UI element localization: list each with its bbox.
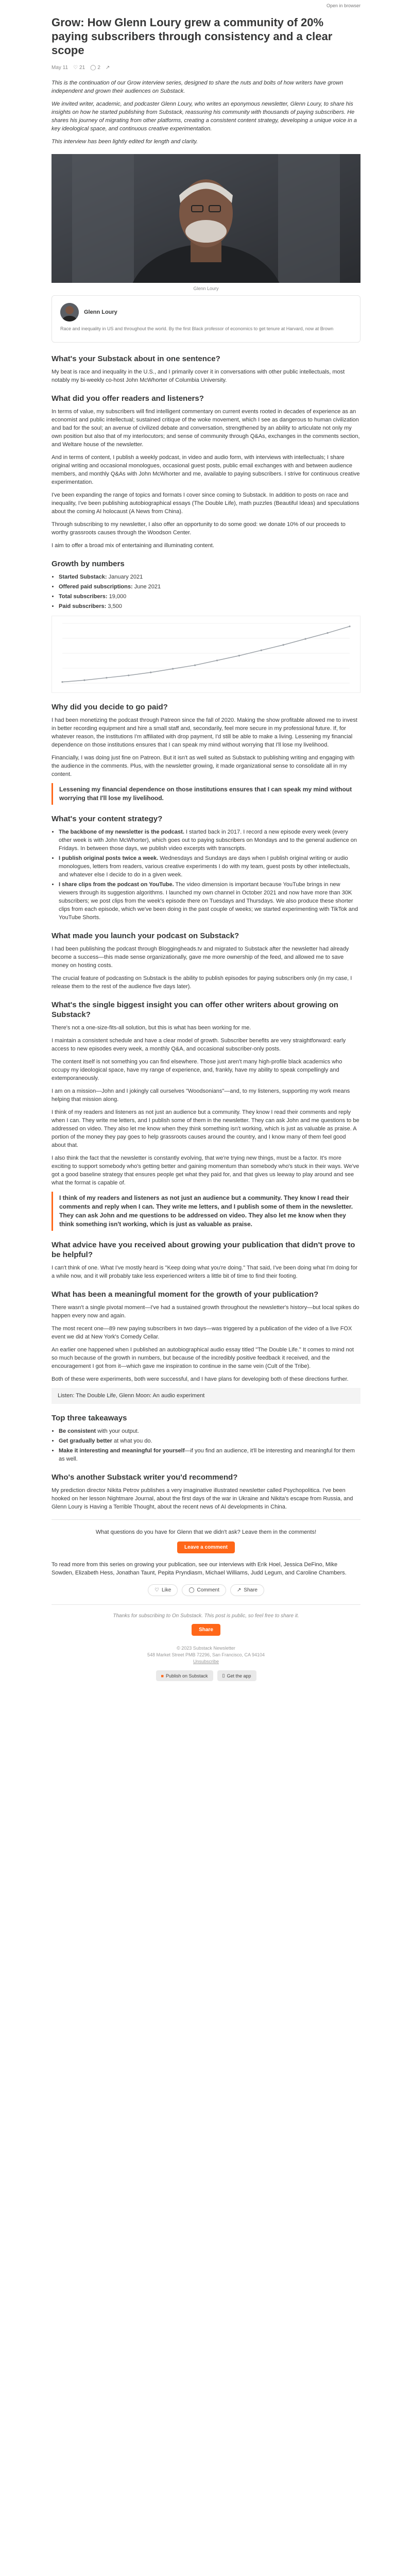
footer-thanks: Thanks for subscribing to On Substack. This post is public, so feel free to share it. xyxy=(113,1613,299,1619)
paragraph: The content itself is not something you can find elsewhere. Those just aren't many high-profile black academics who occupy my ideological space, have my range of experience, and, frankly, have my ability to speak compellingly and extemporaneously. xyxy=(52,1059,342,1081)
data-point xyxy=(238,655,240,656)
list-item: • Offered paid subscriptions: June 2021 xyxy=(59,583,360,591)
hero-caption: Glenn Loury xyxy=(193,286,219,291)
pull-quote-text: I think of my readers and listeners as not just an audience but a community. They know I read their comments and reply when I can. They write me letters, and I publish some of them in the newsletter. They can ask John and me questions to be addressed on video. They also let me know when they think something isn't working, which is just as valuable as praise. xyxy=(59,1194,353,1228)
publish-on-substack-button[interactable]: ■ Publish on Substack xyxy=(156,1670,213,1681)
paragraph: An earlier one happened when I published an autobiographical audio essay titled "The Double Life." It comes to mind not so much because of the growth in numbers, but because of the incredibly positive feedback it received, and the encouragement I got from it—which gave me inspiration to continue in the same vein (Cult of the Tribe). xyxy=(52,1347,354,1369)
list-item: • Be consistent with your output. xyxy=(59,1427,360,1435)
paragraph: And in terms of content, I publish a weekly podcast, in video and audio form, with interviews with intellectuals; I share original writing and occasional monologues, occasional guest posts, public email exchanges with and between audience members, and monthly Q&As with John McWhorter and me, available to paying subscribers. I strive for continuous creative experimentation. xyxy=(52,454,360,485)
hero-photo[interactable] xyxy=(52,154,360,283)
content-column xyxy=(52,0,360,1681)
paragraph: I maintain a consistent schedule and have a clear model of growth. Subscriber benefits are very straightforward: early access to new episodes every week, a monthly Q&A, and occasional subscriber-only posts. xyxy=(52,1038,346,1052)
data-point xyxy=(349,625,350,627)
paragraph: In terms of value, my subscribers will find intelligent commentary on current events rooted in decades of experience as an economist and public intellectual; sustained critique of the woke movement, which I see as dangerous to human civilization and bad for the soul; an avenue of civilized debate and conversation, strengthened by an ability to articulate not only my own position but also that of my interlocutors; and sense of community through Q&As, exchanges in the comments section, and Weltare house of the newsletter. xyxy=(52,409,360,448)
closing-more: To read more from this series on growing your publication, see our interviews with Erik Hoel, Jessica DeFino, Mike Sowden, Elizabeth Hess, Jonathan Taunt, Pepita Pryndiasm, Michael Williams, Judd Legum, and Caroline Chambers. xyxy=(52,1562,347,1576)
post-meta xyxy=(52,63,360,72)
intro xyxy=(52,79,360,146)
paragraph: My beat is race and inequality in the U.S., and I primarily cover it in conversations with other public intellectuals, most notably my bi-weekly co-host John McWhorter of Columbia University. xyxy=(52,369,345,383)
share-button[interactable]: ↗ Share xyxy=(230,1584,264,1596)
data-point xyxy=(261,650,262,651)
divider xyxy=(52,1519,360,1520)
divider xyxy=(52,1604,360,1605)
list-item: • I share clips from the podcast on YouTube. The video dimension is important because YouTube brings in new viewers through its suggestion algorithms. I launched my own channel in October 2021 and now have more than 30K subscribers; we post clips from the week's episode there on Tuesdays and Thursdays. We also produce these shorter clips from each episode, which we've been doing in the past couple of weeks; we started experimenting with TikTok and YouTube Shorts. xyxy=(59,880,360,922)
list-item: • Make it interesting and meaningful for yourself—if you find an audience, it'll be interesting and meaningful for them as well. xyxy=(59,1447,360,1463)
heart-icon: ♡ xyxy=(154,1587,159,1593)
paragraph: Through subscribing to my newsletter, I also offer an opportunity to do some good: we donate 10% of our proceeds to worthy grassroots causes through the Woodson Center. xyxy=(52,521,346,536)
share-icon: ↗ xyxy=(236,1587,242,1593)
paragraph: Financially, I was doing just fine on Patreon. But it isn't as well suited as Substack to publishing writing and engaging with the audience in the comments. Plus, with the newsletter growing, it made organizational sense to consolidate all in my content. xyxy=(52,755,355,777)
paragraph: The crucial feature of podcasting on Substack is the ability to publish episodes for paying subscribers only (in my case, I release them to the rest of the audience five days later). xyxy=(52,975,352,990)
growth-chart-svg xyxy=(52,616,360,692)
substack-icon: ■ xyxy=(161,1673,164,1679)
get-the-app-button[interactable]: ▯ Get the app xyxy=(217,1670,256,1681)
data-point xyxy=(283,644,284,646)
data-point xyxy=(172,668,174,670)
likes-value: 21 xyxy=(79,64,85,71)
paragraph: I aim to offer a broad mix of entertaining and illuminating content. xyxy=(52,543,214,549)
listen-callout-text[interactable]: Listen: The Double Life, Glenn Moon: An audio experiment xyxy=(58,1393,205,1399)
post-title[interactable]: Grow: How Glenn Loury grew a community of 20% paying subscribers through consistency and a clear scope xyxy=(52,16,333,57)
comments-value: 2 xyxy=(97,64,100,71)
list-item: • Paid subscribers: 3,500 xyxy=(59,602,360,611)
section-heading: What advice have you received about growing your publication that didn't prove to be helpful? xyxy=(52,1241,355,1259)
article-body xyxy=(52,354,360,1577)
post-date: May 11 xyxy=(52,64,68,71)
intro-paragraph: This interview has been lightly edited for length and clarity. xyxy=(52,139,198,145)
list-item: • The backbone of my newsletter is the podcast. I started back in 2017. I record a new episode every week (every other week is with John McWhorter), which goes out to paying subscribers on Mondays and to the general audience on Fridays. In between those days, we publish video excerpts with transcripts. xyxy=(59,828,360,853)
paragraph: I've been expanding the range of topics and formats I cover since coming to Substack. In addition to posts on race and inequality, I've been publishing autobiographical essays (The Double Life), math puzzles (Beautiful Ideas) and speculations about the coming AI holocaust (A News from China). xyxy=(52,492,359,515)
pull-quote-text: Lessening my financial dependence on those institutions ensures that I can speak my mind without worrying that I'll lose my livelihood. xyxy=(59,786,352,802)
paragraph: There's not a one-size-fits-all solution, but this is what has been working for me. xyxy=(52,1025,251,1031)
list-item: • Get gradually better at what you do. xyxy=(59,1437,360,1445)
section-heading: Why did you decide to go paid? xyxy=(52,703,168,711)
list-item: • I publish original posts twice a week. Wednesdays and Sundays are days when I publish original writing or audio monologues, letters from readers, various creative experiments I do with my team, guest posts by other intellectuals, and whatever else I decide to do in a given week. xyxy=(59,854,360,879)
open-in-browser-link[interactable]: Open in browser xyxy=(326,3,360,8)
pull-quote xyxy=(52,1192,360,1231)
pull-quote xyxy=(52,783,360,805)
app-links xyxy=(52,1670,360,1681)
data-point xyxy=(194,665,196,666)
comment-icon: ◯ xyxy=(90,64,96,71)
avatar xyxy=(60,303,79,321)
paragraph: I am on a mission—John and I jokingly call ourselves "Woodsonians"—and, to my listeners, supporting my work means helping that mission along. xyxy=(52,1088,350,1103)
paragraph: The most recent one—89 new paying subscribers in two days—was triggered by a publication of the video of a live FOX event we did at New York's Comedy Cellar. xyxy=(52,1326,352,1340)
paragraph: I had been publishing the podcast through Bloggingheads.tv and migrated to Substack after the newsletter had already become a success—this made sense organizationally, gave me more ownership of the feed, and allowed me to save money on hosting costs. xyxy=(52,946,349,969)
section-heading: What's your Substack about in one sentence? xyxy=(52,354,220,363)
list-item: • Total subscribers: 19,000 xyxy=(59,592,360,601)
data-point xyxy=(106,677,107,679)
section-heading: What's your content strategy? xyxy=(52,815,163,823)
paragraph: I also think the fact that the newsletter is constantly evolving, that we're trying new things, must be a factor. It's more exciting to support somebody who's getting better and gaining momentum than somebody who's stuck in their ways. We've got a good baseline strategy that ensures people get what they paid for, and that gives us leeway to play around and see what the format is capable of. xyxy=(52,1155,359,1186)
comments-count[interactable] xyxy=(90,65,100,71)
paragraph: I can't think of one. What I've mostly heard is "Keep doing what you're doing." That said, I've been doing what I'm doing for a while now, and it will probably take less experienced writers a little bit of time to find their footing. xyxy=(52,1265,358,1279)
paragraph: There wasn't a single pivotal moment—I've had a sustained growth throughout the newsletter's history—but local spikes do happen every now and again. xyxy=(52,1304,359,1319)
comment-button[interactable]: ◯ Comment xyxy=(182,1584,226,1596)
data-point xyxy=(216,659,218,661)
footer-copyright: © 2023 Substack Newsletter xyxy=(177,1646,235,1651)
portrait-illustration xyxy=(52,154,360,283)
intro-paragraph: This is the continuation of our Grow interview series, designed to share the nuts and bolts of how writers have grown independent and grown their audiences on Substack. xyxy=(52,80,344,94)
growth-list xyxy=(59,573,360,611)
data-point xyxy=(305,638,306,640)
paragraph: I had been monetizing the podcast through Patreon since the fall of 2020. Making the show profitable allowed me to invest in better recording equipment and hire a small staff and, secondarily, feel more secure in my professional future. If, for whatever reason, the institutions I'm affiliated with drop payment, I'd still be able to make a living. Lessening my financial dependence on those institutions ensures that I can speak my mind without worrying that I'll lose my livelihood. xyxy=(52,717,357,748)
heart-icon: ♡ xyxy=(73,64,78,71)
data-point xyxy=(150,672,151,673)
section-heading: Growth by numbers xyxy=(52,560,125,568)
section-heading: What did you offer readers and listeners? xyxy=(52,394,204,403)
paragraph: I think of my readers and listeners as not just an audience but a community. They know I read their comments and reply when I can. They write me letters, and I publish some of them in the newsletter. They can ask John and me questions to be addressed on video. They also let me know when they think something isn't working, which is just as valuable as praise. A portion of the money they pay goes to help grassroots causes around the country, and I know many of them feel good about that. xyxy=(52,1109,359,1148)
data-point xyxy=(327,632,328,634)
like-button[interactable]: ♡ Like xyxy=(148,1584,178,1596)
footer xyxy=(52,1645,360,1665)
data-point xyxy=(61,681,63,683)
comment-icon: ◯ xyxy=(188,1587,195,1593)
phone-icon: ▯ xyxy=(222,1673,225,1678)
share-icon[interactable]: ↗ xyxy=(105,64,110,71)
unsubscribe-link[interactable]: Unsubscribe xyxy=(193,1659,219,1664)
section-heading: What has been a meaningful moment for the growth of your publication? xyxy=(52,1290,319,1299)
listen-callout[interactable] xyxy=(52,1388,360,1404)
section-heading: Top three takeaways xyxy=(52,1414,127,1422)
author-bio: Race and inequality in US and throughout the world. By the first Black professor of economics to get tenure at Harvard, now at Brown xyxy=(60,326,334,331)
section-heading: What made you launch your podcast on Substack? xyxy=(52,931,239,940)
likes-count[interactable] xyxy=(73,65,85,71)
growth-chart xyxy=(52,616,360,693)
series-line-subscribers xyxy=(62,626,350,682)
leave-comment-button[interactable]: Leave a comment xyxy=(177,1541,235,1553)
section-heading: Who's another Substack writer you'd recommend? xyxy=(52,1473,238,1482)
takeaways-list xyxy=(59,1427,360,1463)
strategy-list xyxy=(59,828,360,922)
author-name[interactable]: Glenn Loury xyxy=(84,309,117,315)
footer-share-button[interactable]: Share xyxy=(192,1624,220,1636)
data-point xyxy=(83,680,85,681)
author-card[interactable] xyxy=(52,295,360,343)
section-heading: What's the single biggest insight you can offer other writers about growing on Substack? xyxy=(52,1001,338,1019)
list-item: • Started Substack: January 2021 xyxy=(59,573,360,581)
post-actions xyxy=(52,1584,360,1596)
closing-question: What questions do you have for Glenn that we didn't ask? Leave them in the comments! xyxy=(95,1529,317,1535)
paragraph: My prediction director Nikita Petrov publishes a very imaginative illustrated newsletter called Psychopolitica. I've been hooked on her lesson Nightmare Journal, about the first days of the war in Ukraine and Nikita's escape from Russia, and Glenn Loury is Having a Terrible Thought, about the recent news of AI developments in China. xyxy=(52,1487,353,1510)
paragraph: Both of these were experiments, both were successful, and I have plans for developing both of these directions further. xyxy=(52,1376,349,1382)
data-point xyxy=(128,674,129,676)
footer-address: 548 Market Street PMB 72296, San Francisco, CA 94104 xyxy=(147,1652,265,1657)
intro-paragraph: We invited writer, academic, and podcaster Glenn Loury, who writes an eponymous newsletter, Glenn Loury, to share his insights on how he started publishing from Substack, reassuring his community with thousands of paying subscribers. He shares his journey of migrating from other platforms, creating a consistent content strategy, developing a unique voice in a key ideological space, and continuous creative experimentation. xyxy=(52,101,357,132)
